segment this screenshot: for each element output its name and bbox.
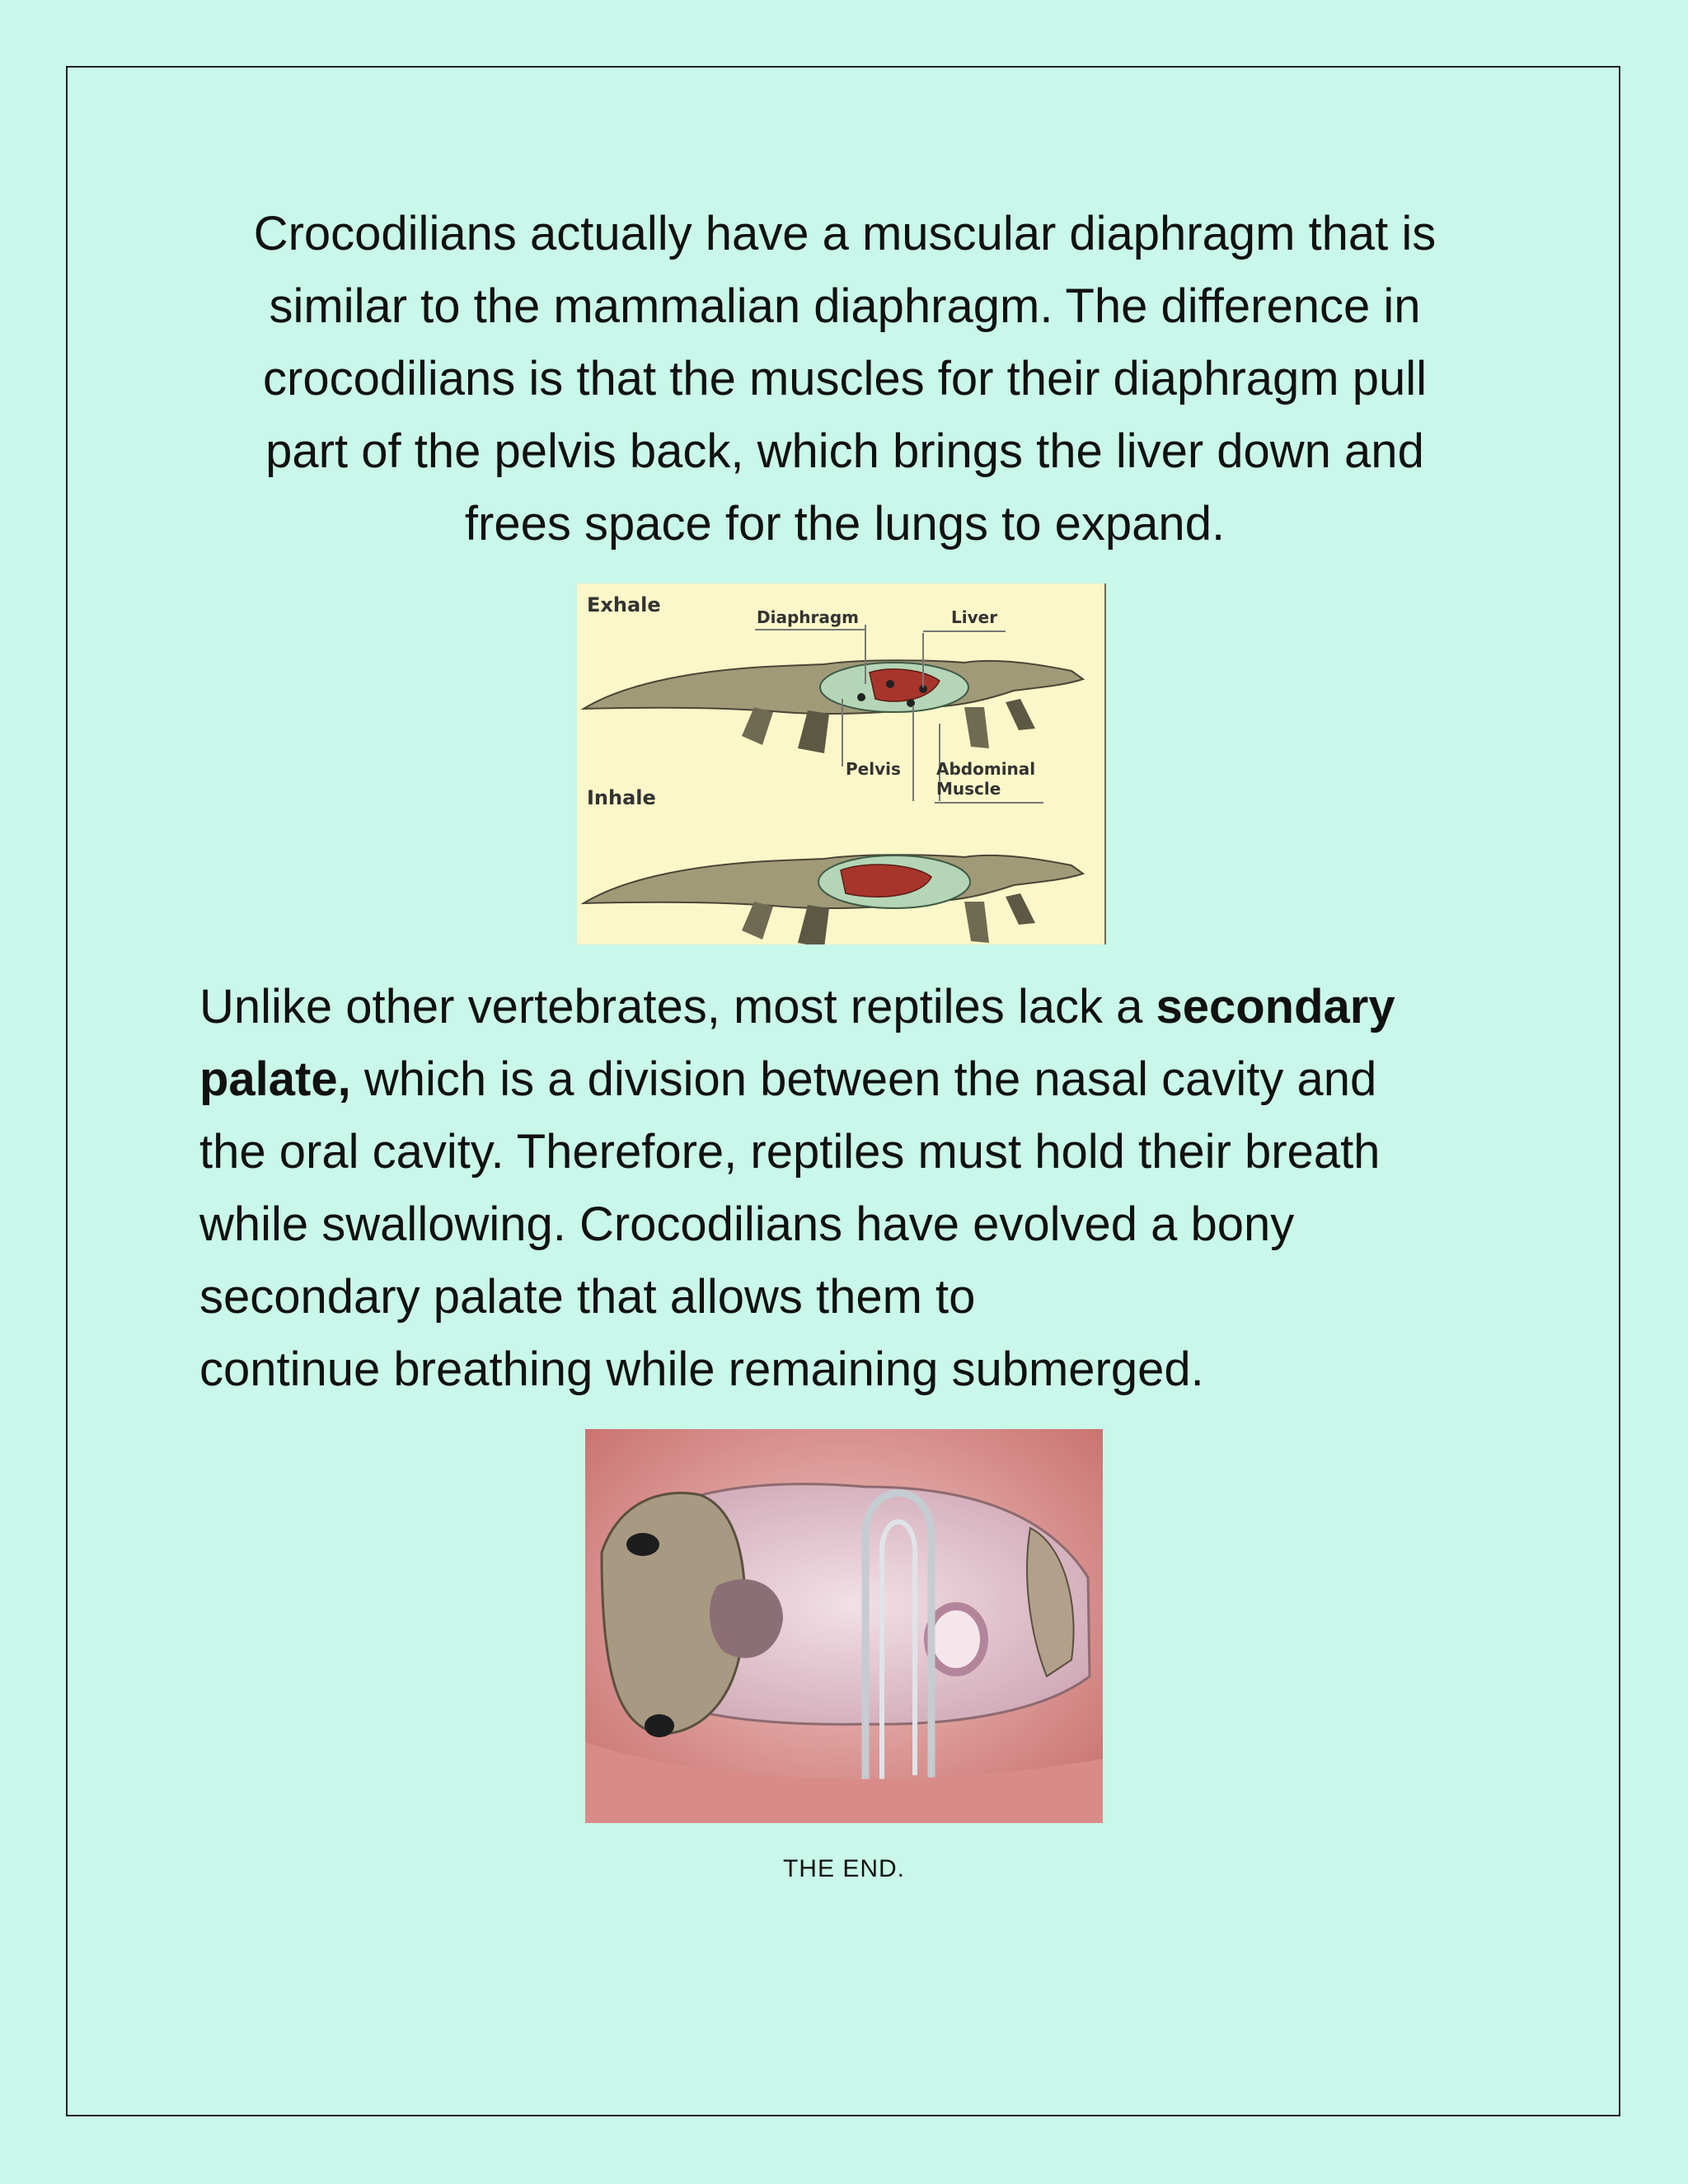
pelvis-label: Pelvis [846, 759, 901, 779]
paragraph-text: Unlike other vertebrates, most reptiles lack a [199, 980, 1156, 1033]
paragraph-diaphragm [190, 198, 1500, 560]
paragraph-line: secondary palate that allows them to [199, 1270, 976, 1324]
crocodile-palate-photo [585, 1429, 1103, 1823]
abdominal-label-line2: Muscle [936, 779, 1001, 799]
photo-graphic [585, 1429, 1103, 1823]
paragraph-secondary-palate [199, 971, 1518, 1406]
bold-term: palate, [199, 1052, 351, 1106]
paragraph-text: which is a division between the nasal cavity and [350, 1052, 1377, 1106]
bold-term: secondary [1156, 980, 1395, 1033]
inhale-label: Inhale [587, 786, 656, 809]
paragraph-line: crocodilians is that the muscles for their diaphragm pull [263, 352, 1427, 405]
paragraph-line: similar to the mammalian diaphragm. The difference in [269, 279, 1421, 333]
paragraph-line: the oral cavity. Therefore, reptiles must hold their breath [199, 1125, 1381, 1179]
liver-label: Liver [951, 607, 998, 627]
the-end-text: THE END. [782, 1855, 905, 1882]
paragraph-line: part of the pelvis back, which brings the liver down and [265, 424, 1424, 478]
paragraph-line [199, 1043, 1518, 1116]
paragraph-line: while swallowing. Crocodilians have evolved a bony [199, 1197, 1295, 1251]
paragraph-line: Crocodilians actually have a muscular diaphragm that is [253, 207, 1437, 260]
diaphragm-label: Diaphragm [757, 607, 860, 627]
diagram-graphic [577, 583, 1104, 944]
exhale-label: Exhale [587, 593, 661, 616]
paragraph-line [199, 971, 1518, 1043]
crocodile-breathing-diagram [577, 583, 1106, 944]
abdominal-label-line1: Abdominal [936, 759, 1036, 779]
inhale-crocodile-illustration [584, 855, 1083, 944]
paragraph-line: frees space for the lungs to expand. [464, 497, 1226, 551]
paragraph-line: continue breathing while remaining submerged. [199, 1343, 1204, 1396]
